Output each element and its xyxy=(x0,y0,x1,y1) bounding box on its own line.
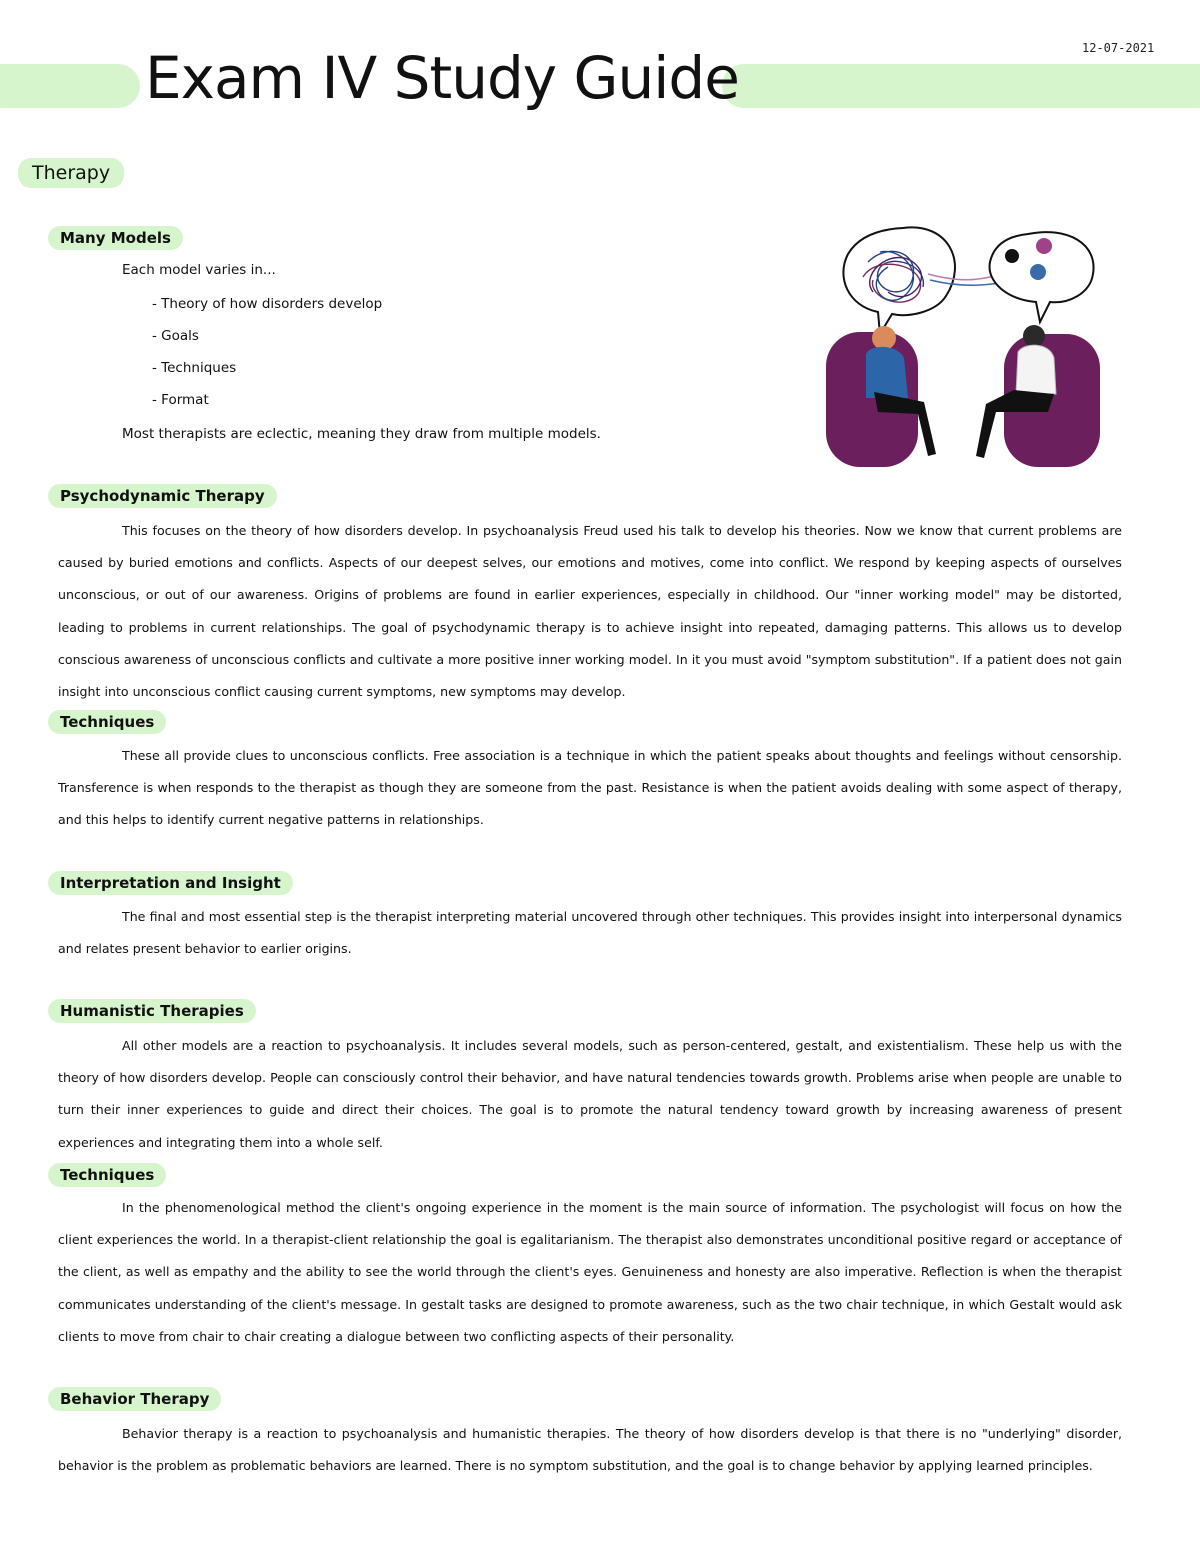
title-highlight-left xyxy=(0,64,140,108)
techniques-paragraph: These all provide clues to unconscious conflicts. Free association is a technique in which the patient speaks about thoughts and feelings without censorship. Transference is when responds to the therapist as though they are someone from the past. Resistance is when the patient avoids dealing with some aspect of therapy, and this helps to identify current negative patterns in relationships. xyxy=(58,748,1122,828)
humanistic-paragraph: All other models are a reaction to psychoanalysis. It includes several models, such as person-centered, gestalt, and existentialism. These help us with the theory of how disorders develop. People can consciously control their behavior, and have natural tendencies towards growth. Problems arise when people are unable to turn their inner experiences to guide and direct their choices. The goal is to promote the natural tendency toward growth by increasing awareness of present experiences and integrating them into a whole self. xyxy=(58,1038,1122,1150)
heading-behavior-therapy: Behavior Therapy xyxy=(48,1387,221,1411)
heading-techniques: Techniques xyxy=(48,710,166,734)
heading-interpretation-insight: Interpretation and Insight xyxy=(48,871,293,895)
page-title: Exam IV Study Guide xyxy=(145,44,739,112)
psychodynamic-paragraph: This focuses on the theory of how disorders develop. In psychoanalysis Freud used his talk to develop his theories. Now we know that current problems are caused by buried emotions and conflicts. Aspects of our deepest selves, our emotions and motives, come into conflict. We respond by keeping aspects of ourselves unconscious, or out of our awareness. Origins of problems are found in earlier experiences, especially in childhood. Our "inner working model" may be distorted, leading to problems in current relationships. The goal of psychodynamic therapy is to achieve insight into repeated, damaging patterns. This allows us to develop conscious awareness of unconscious conflicts and cultivate a more positive inner working model. In it you must avoid "symptom substitution". If a patient does not gain insight into unconscious conflict causing current symptoms, new symptoms may develop. xyxy=(58,523,1122,700)
list-item: - Theory of how disorders develop xyxy=(152,296,383,312)
heading-techniques-humanistic: Techniques xyxy=(48,1163,166,1187)
humanistic-techniques-paragraph: In the phenomenological method the client's ongoing experience in the moment is the main source of information. The psychologist will focus on how the client experiences the world. In a therapist-client relationship the goal is egalitarianism. The therapist also demonstrates unconditional positive regard or acceptance of the client, as well as empathy and the ability to see the world through the client's eyes. Genuineness and honesty are also imperative. Reflection is when the therapist communicates understanding of the client's message. In gestalt tasks are designed to promote awareness, such as the two chair technique, in which Gestalt would ask clients to move from chair to chair creating a dialogue between two conflicting aspects of their personality. xyxy=(58,1200,1122,1344)
interpretation-paragraph: The final and most essential step is the therapist interpreting material uncovered through other techniques. This provides insight into interpersonal dynamics and relates present behavior to earlier origins. xyxy=(58,909,1122,957)
therapy-session-illustration xyxy=(818,222,1114,472)
list-item: - Format xyxy=(152,392,209,408)
behavior-paragraph: Behavior therapy is a reaction to psychoanalysis and humanistic therapies. The theory of how disorders develop is that there is no "underlying" disorder, behavior is the problem as problematic behaviors are learned. There is no symptom substitution, and the goal is to change behavior by applying learned principles. xyxy=(58,1426,1122,1474)
heading-humanistic-therapies: Humanistic Therapies xyxy=(48,999,256,1023)
heading-many-models: Many Models xyxy=(48,226,183,250)
heading-psychodynamic-therapy: Psychodynamic Therapy xyxy=(48,484,277,508)
list-item: - Techniques xyxy=(152,360,237,376)
list-item: - Goals xyxy=(152,328,199,344)
many-models-closing: Most therapists are eclectic, meaning they draw from multiple models. xyxy=(122,426,601,442)
title-highlight-right xyxy=(722,64,1200,108)
section-heading-therapy: Therapy xyxy=(18,158,124,188)
date-stamp: 12-07-2021 xyxy=(1082,41,1155,55)
many-models-intro: Each model varies in... xyxy=(122,262,276,278)
